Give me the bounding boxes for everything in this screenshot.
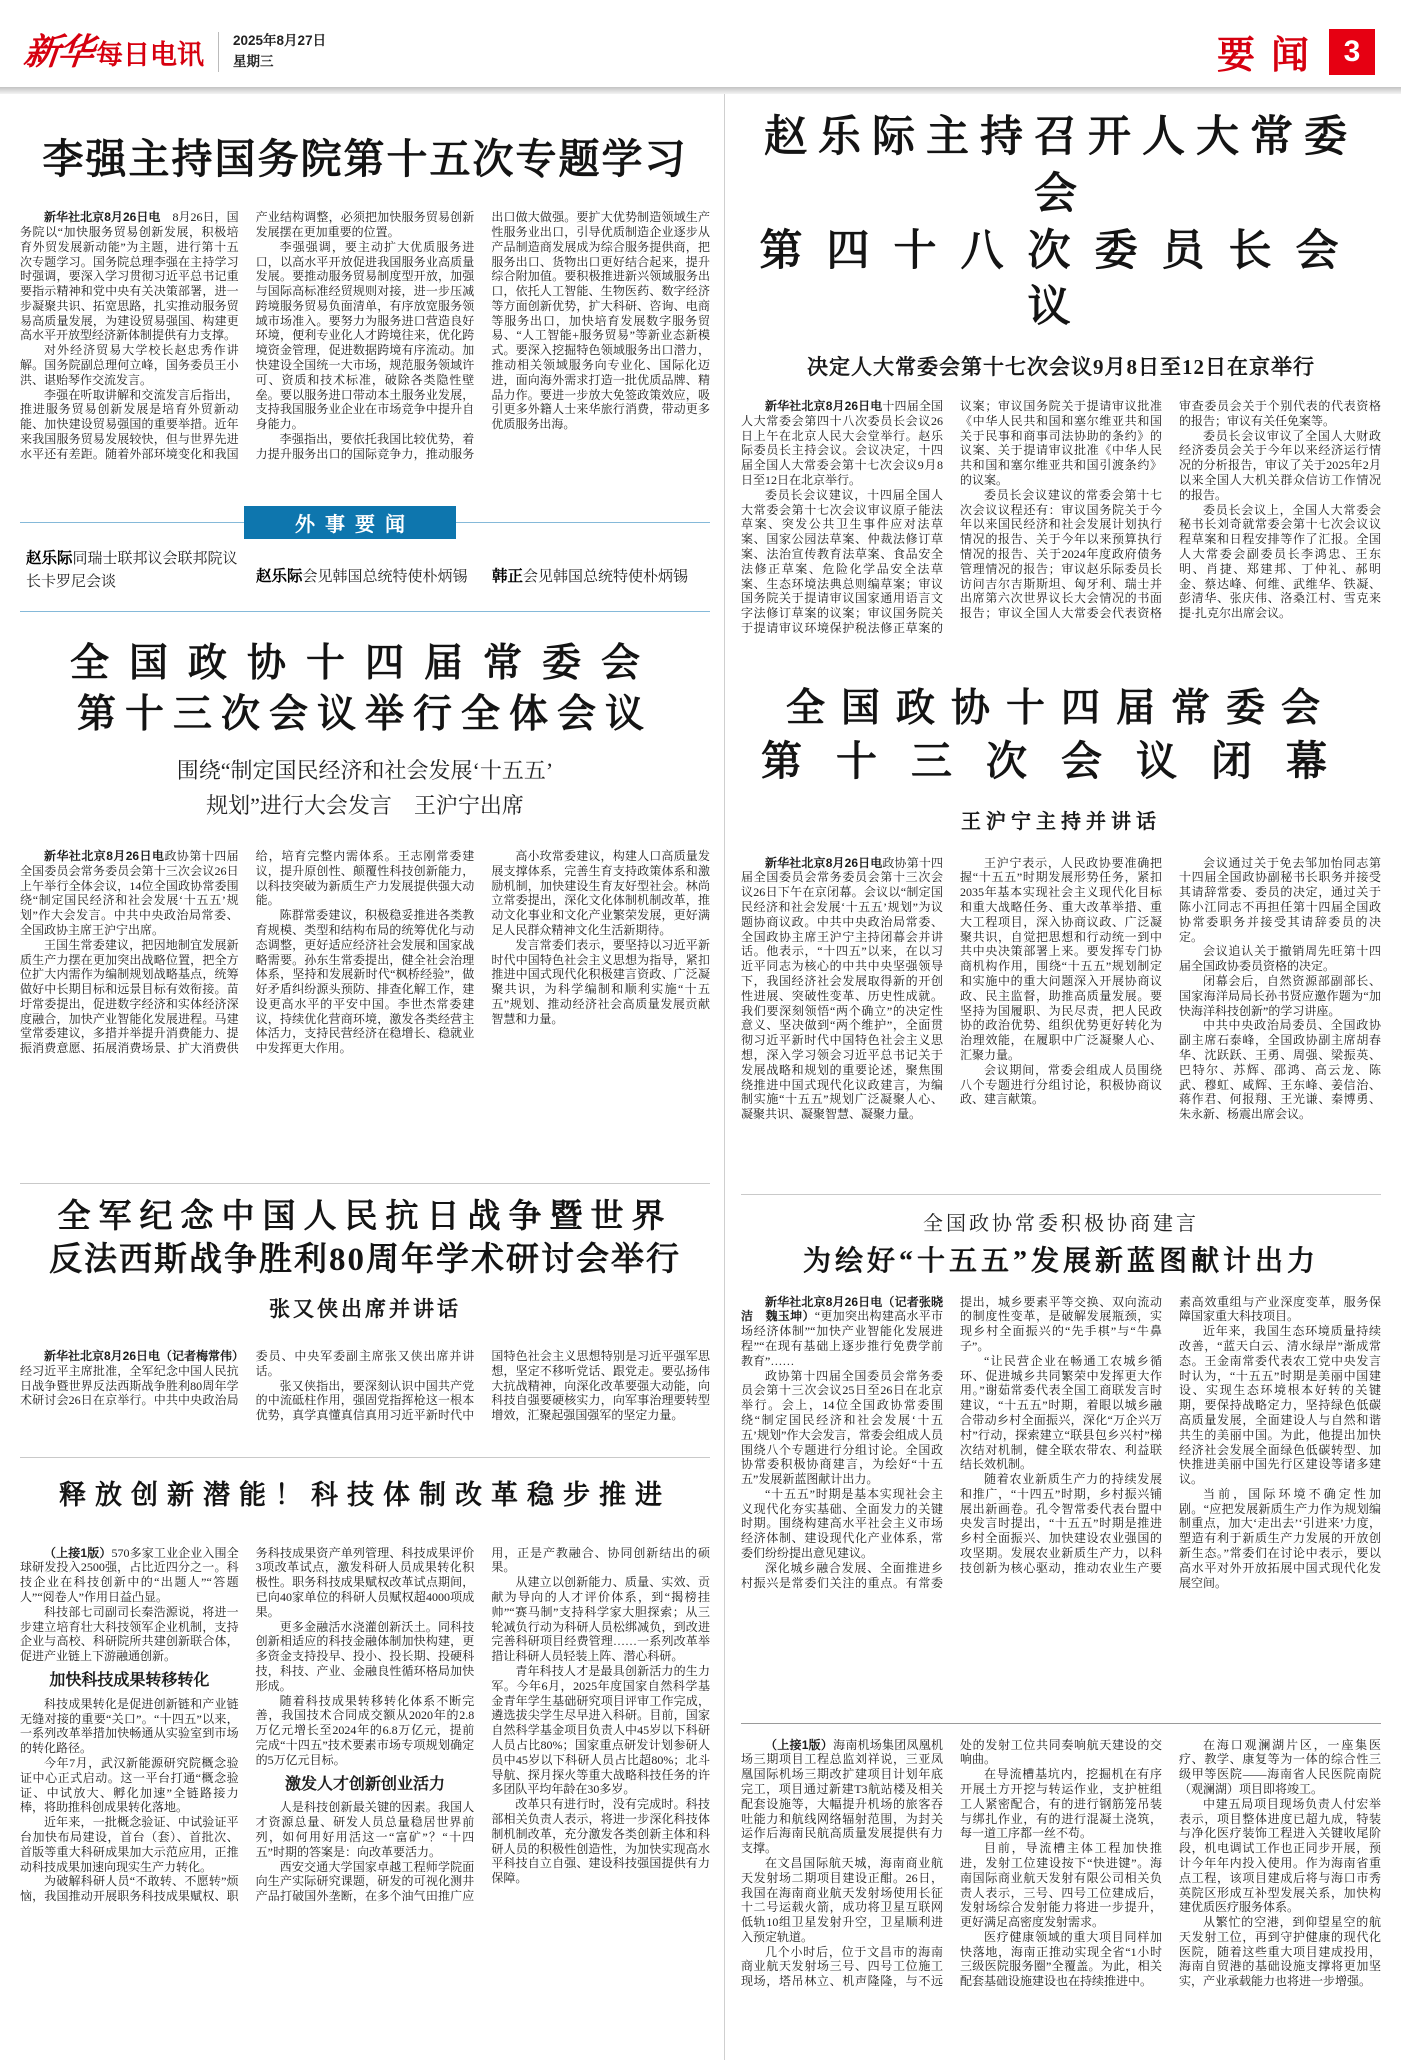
article-body xyxy=(741,1738,1381,2060)
logo-block-text: 每日电讯 xyxy=(96,39,205,70)
article-liqiang-study xyxy=(20,132,710,502)
paragraph: 青年科技人才是最具创新活力的生力军。今年6月，2025年度国家自然科学基金青年学生基础研究项目评审工作完成，遴选拔尖学生尽早进入科研。目前，国家自然科学基金项目负责人中45岁以下科研人员占比80%；国家重点研发计划参研人员中45岁以下科研人员占比超80%；北斗导航、探月探火等重大战略科技任务的许多团队平均年龄在30多岁。 xyxy=(491,1664,710,1797)
newspaper-logo xyxy=(21,31,205,72)
section-divider xyxy=(20,1457,710,1458)
paragraph: 从建立以创新能力、质量、实效、贡献为导向的人才评价体系，到“揭榜挂帅”“赛马制”支持科学家大胆探索；从三轮减负行动为科研人员松绑减负，到改进完善科研项目经费管理……一系列改革举措让科研人员轻装上阵、潜心科研。 xyxy=(491,1575,710,1664)
dateline: 新华社北京8月26日电 xyxy=(765,855,883,870)
article-blueprint-advice xyxy=(741,1207,1381,1713)
section-divider xyxy=(20,1183,710,1184)
paragraph: 为破解科研人员“不敢转、不愿转”烦恼，我国推动开展职务科技成果赋权、职务科技成果资产单列管理、科技成果评价3项改革试点，激发科研人员成果转化积极性。职务科技成果赋权改革试点期间，已向40家单位的科研人员赋权超4000项成果。 xyxy=(20,1545,475,1904)
paragraph: 新华社北京8月26日电十四届全国人大常委会第四十八次委员长会议26日上午在北京人民大会堂举行。赵乐际委员长主持会议。会议决定，十四届全国人大常委会第十七次会议9月8日至12日在北京举行。 xyxy=(741,399,943,487)
subheading: 加快科技成果转移转化 xyxy=(49,1672,210,1690)
paragraph: 人是科技创新最关键的因素。我国人才资源总量、研发人员总量稳居世界前列，如何用好用活这一“富矿”？“十四五”时期的答案是：向改革要活力。 xyxy=(255,1800,475,1859)
right-column xyxy=(724,94,1381,2060)
article-cppcc-closing xyxy=(741,683,1381,1182)
foreign-affairs-title: 外事要闻 xyxy=(244,506,456,539)
paragraph: 李强指出，要依托我国比较优势，着力提升服务出口的国际竞争力，推动服务出口做大做强。要扩大优势制造领域生产性服务业出口，引导优质制造企业逐步从产品制造商发展成为综合服务提供商，把服务出口、货物出口更好结合起来，提升综合附加值。要积极推进新兴领域服务出口，依托人工智能、生物医药、数字经济等方面创新优势，扩大科研、咨询、电商等服务出口，加快培育发展数字服务贸易、“人工智能+服务贸易”等新业态新模式。要深入挖掘特色领域服务出口潜力，推动相关领域服务向专业化、国际化迈进，面向海外需求打造一批优质品牌、精品力作。要进一步放大免签政策效应，吸引更多外籍人士来华旅行消费，带动更多优质服务出海。 xyxy=(255,210,710,461)
paragraph: 新华社北京8月26日电（记者梅常伟）经习近平主席批准，全军纪念中国人民抗日战争暨世界反法西斯战争胜利80周年学术研讨会26日在京举行。中共中央政治局委员、中央军委副主席张又侠出席并讲话。 xyxy=(20,1349,475,1408)
paragraph: 西安交通大学国家卓越工程师学院面向生产实际研究课题，研发的可视化测井产品打破国外垄断，在多个油气田推广应用，正是产教融合、协同创新结出的硕果。 xyxy=(255,1545,710,1904)
paragraph: 随着农业新质生产力的持续发展和推广，“十四五”时期，乡村振兴铺展出新画卷。孔令智常委代表台盟中央发言时提出，“十五五”时期是推进乡村全面振兴、加快建设农业强国的攻坚期。发展农业新质生产力，以科技创新为核心驱动，推动农业生产要素高效重组与产业深度变革，服务保障国家重大科技项目。 xyxy=(960,1294,1381,1575)
masthead-shadow xyxy=(0,87,1401,94)
paragraph: （上接1版）570多家工业企业入围全球研发投入2500强，占比近四分之一。科技企业在科技创新中的“出题人”“答题人”“阅卷人”作用日益凸显。 xyxy=(20,1545,239,1605)
headline-closing-line2: 第十三次会议闭幕 xyxy=(761,738,1361,785)
article-cppcc-plenary xyxy=(20,638,710,1171)
article-innovation-reform xyxy=(20,1478,710,2006)
headline-npc-line1: 赵乐际主持召开人大常委会 xyxy=(764,114,1358,218)
paragraph: 王国生常委建议，把因地制宜发展新质生产力摆在更加突出战略位置，把全方位扩大内需作为编制规划战略基点，统筹做好中长期目标和远景目标有效衔接。苗圩常委提出，促进数字经济和实体经济深度融合，加快产业智能化发展进程。马建堂常委建议，多措并举提升消费能力、提振消费意愿、拓展消费场景、扩大消费供给，培育完整内需体系。王志刚常委建议，提升原创性、颠覆性科技创新能力，以科技突破为新质生产力发展提供强大动能。 xyxy=(20,848,475,1056)
headline-npc-line2: 第四十八次委员长会议 xyxy=(759,227,1363,332)
continued-from-tag: （上接1版） xyxy=(44,1545,112,1560)
paragraph: 会议期间，常委会组成人员围绕八个专题进行分组讨论，积极协商议政、建言献策。 xyxy=(960,1062,1162,1107)
dateline: 新华社北京8月26日电（记者梅常伟） xyxy=(44,1349,245,1364)
foreign-item: 赵乐际同瑞士联邦议会联邦院议长卡罗尼会谈 xyxy=(26,550,238,591)
paragraph: 对外经济贸易大学校长赵忠秀作讲解。国务院副总理何立峰，国务委员王小洪、谌贻琴作交流发言。 xyxy=(20,343,239,387)
masthead xyxy=(0,0,1401,87)
masthead-divider xyxy=(218,32,219,72)
paragraph: 近年来，一批概念验证、中试验证平台加快布局建设，首台（套）、首批次、首版等重大科研成果加大示范应用，正推动科技成果加速向现实生产力转化。 xyxy=(20,1815,239,1874)
dateline: 新华社北京8月26日电 xyxy=(44,210,161,225)
paragraph: 委员长会议审议了全国人大财政经济委员会关于今年以来经济运行情况的分析报告，审议了关于2025年2月以来全国人大机关群众信访工作情况的报告。 xyxy=(1179,428,1381,502)
headline-closing-line1: 全国政协十四届常委会 xyxy=(785,687,1336,730)
paragraph: “让民营企业在畅通工农城乡循环、促进城乡共同繁荣中发挥更大作用。”谢茹常委代表全国工商联发言时建议，“十五五”时期，着眼以城乡融合带动乡村全面振兴，深化“万企兴万村”行动，探索建立“联县包乡兴村”梯次结对机制，健全联农带农、利益联结长效机制。 xyxy=(960,1353,1162,1472)
paragraph: 陈群常委建议，积极稳妥推进各类教育规模、类型和结构布局的统筹优化与动态调整，更好适应经济社会发展和国家战略需要。孙东生常委提出，健全社会治理体系，坚持和发展新时代“枫桥经验”，做好矛盾纠纷源头预防、排查化解工作，建设更高水平的平安中国。李世杰常委建议，持续优化营商环境，激发各类经营主体活力，支持民营经济在稳增长、稳就业中发挥更大作用。 xyxy=(255,908,475,1056)
subtitle: 决定人大常委会第十七次会议9月8日至12日在京举行 xyxy=(807,355,1315,379)
article-body xyxy=(741,399,1381,655)
headline-cppcc-plenary-line2: 第十三次会议举行全体会议 xyxy=(76,693,653,737)
paragraph: 近年来，我国生态环境质量持续改善，“蓝天白云、清水绿岸”渐成常态。王金南常委代表农工党中央发言时认为，“十五五”时期是美丽中国建设、实现生态环境根本好转的关键期，要保持战略定力，坚持绿色低碳高质量发展，全面建设人与自然和谐共生的美丽中国。为此，他提出加快经济社会发展全面绿色低碳转型、加快推进美丽中国先行区建设等诸多建议。 xyxy=(1179,1324,1381,1487)
paragraph: 李强强调，要主动扩大优质服务进口，以高水平开放促进我国服务业高质量发展。要推动服务贸易制度型开放，加强与国际高标准经贸规则对接，进一步压减跨境服务贸易负面清单，有序放宽服务领域市场准入。要努力为服务进口营造良好环境，便利专业化人才跨境往来，优化跨境资金管理，促进数据跨境有序流动。加快建设全国统一大市场，规范服务领域许可、资质和技术标准，破除各类隐性壁垒。要以服务进口带动本土服务业发展，支持我国服务业企业在市场竞争中提升自身能力。 xyxy=(255,239,475,432)
article-body xyxy=(20,1546,710,2006)
continued-from-tag: （上接1版） xyxy=(765,1737,834,1752)
paragraph: 委员长会议建议的常委会第十七次会议议程还有：审议国务院关于今年以来国民经济和社会发展计划执行情况的报告、关于今年以来预算执行情况的报告、关于2024年度政府债务管理情况的报告；审议赵乐际委员长访问吉尔吉斯斯坦、匈牙利、瑞士并出席第六次世界议长大会情况的书面报告；审议全国人大常委会代表资格审查委员会关于个别代表的代表资格的报告；审议有关任免案等。 xyxy=(960,399,1381,621)
paragraph: 李强在听取讲解和交流发言后指出，推进服务贸易创新发展是培育外贸新动能、加快建设贸易强国的重要举措。近年来我国服务贸易发展较快，但与世界先进水平还有差距。随着外部环境变化和我国产业结构调整，必须把加快服务贸易创新发展摆在更加重要的位置。 xyxy=(20,210,475,461)
dateline: 新华社北京8月26日电（记者张晓洁 魏玉坤） xyxy=(741,1294,943,1324)
kicker: 全国政协常委积极协商建言 xyxy=(923,1212,1199,1235)
paragraph: 在导流槽基坑内，挖掘机在有序开展土方开挖与转运作业，支护桩组工人紧密配合，有的进行钢筋笼吊装与绑扎作业，有的进行混凝土浇筑，每一道工序都一丝不苟。 xyxy=(960,1767,1162,1841)
headline-innovation: 释放创新潜能！科技体制改革稳步推进 xyxy=(59,1480,671,1511)
paragraph: 委员长会议上，全国人大常委会秘书长刘奇就常委会第十七次会议议程草案和日程安排等作了汇报。全国人大常委会副委员长李鸿忠、王东明、肖捷、郑建邦、丁仲礼、郝明金、蔡达峰、何维、武维华、铁凝、彭清华、张庆伟、洛桑江村、雪克来提·扎克尔出席会议。 xyxy=(1179,502,1381,621)
paragraph: （上接1版）海南机场集团凤凰机场三期项目工程总监刘祥说，三亚凤凰国际机场三期改扩建项目计划年底完工，项目通过新建T3航站楼及相关配套设施等，大幅提升机场的旅客吞吐能力和航线网络辐射范围，为封关运作后海南民航高质量发展提供有力支撑。 xyxy=(741,1737,943,1856)
left-column xyxy=(20,94,724,2060)
headline-blueprint: 为绘好“十五五”发展新蓝图献计出力 xyxy=(802,1245,1319,1277)
article-body xyxy=(741,1295,1381,1713)
paragraph: 今年7月，武汉新能源研究院概念验证中心正式启动。这一平台打通“概念验证、中试放大、孵化加速”全链路接力棒，将助推科创成果转化落地。 xyxy=(20,1756,239,1815)
paragraph: 在文昌国际航天城，海南商业航天发射场二期项目建设正酣。26日，我国在海南商业航天发射场使用长征十二号运载火箭，成功将卫星互联网低轨10组卫星发射升空，卫星顺利进入预定轨道。 xyxy=(741,1855,943,1944)
headline-cppcc-plenary-line1: 全国政协十四届常委会 xyxy=(69,641,660,685)
paragraph: 闭幕会后，自然资源部副部长、国家海洋局局长孙书贤应邀作题为“加快海洋科技创新”的学习讲座。 xyxy=(1179,973,1381,1018)
headline-liqiang: 李强主持国务院第十五次专题学习 xyxy=(42,136,688,182)
dateline: 新华社北京8月26日电 xyxy=(44,848,165,863)
publication-date: 2025年8月27日 xyxy=(233,33,327,49)
paragraph: 随着科技成果转移转化体系不断完善，我国技术合同成交额从2020年的2.8万亿元增长至2024年的6.8万亿元，提前完成“十四五”技术要素市场专项规划确定的5万亿元目标。 xyxy=(255,1693,475,1767)
article-body xyxy=(20,210,710,502)
section-divider xyxy=(741,1723,1381,1724)
article-npc-chairpersons-meeting xyxy=(741,110,1381,655)
paragraph: 改革只有进行时，没有完成时。科技部相关负责人表示，将进一步深化科技体制机制改革，充分激发各类创新主体和科研人员的积极性创造性，为加快实现高水平科技自立自强、建设科技强国提供有力保障。 xyxy=(491,1797,710,1886)
paragraph: 更多金融活水浇灌创新沃土。同科技创新相适应的科技金融体制加快构建，更多资金支持投早、投小、投长期、投硬科技，科技、产业、金融良性循环格局加快形成。 xyxy=(255,1619,475,1693)
paragraph: 政协第十四届全国委员会常务委员会第十三次会议25日至26日在北京举行。会上，14位全国政协常委围绕“制定国民经济和社会发展‘十五五’规划”作大会发言，常委会组成人员围绕八个专题进行分组讨论。全国政协常委积极协商建言，为绘好“十五五”发展新蓝图献计出力。 xyxy=(741,1368,943,1487)
subtitle: 张又侠出席并讲话 xyxy=(269,1297,461,1322)
headline-military-line1: 全军纪念中国人民抗日战争暨世界 xyxy=(57,1198,673,1235)
logo-script-text: 新华 xyxy=(21,31,95,72)
article-body xyxy=(741,856,1381,1182)
headline-military-line2: 反法西斯战争胜利80周年学术研讨会举行 xyxy=(49,1242,681,1279)
paragraph: 几个小时后，位于文昌市的海南商业航天发射场三号、四号工位施工现场，塔吊林立、机声隆隆，与不远处的发射工位共同奏响航天建设的交响曲。 xyxy=(741,1737,1162,1989)
paragraph: 当前，国际环境不确定性加剧。“应把发展新质生产力作为规划编制重点，加大‘走出去’‘引进来’力度，塑造有利于新质生产力发展的开放创新生态。”常委们在讨论中表示，要以高水平对外开放拓展中国式现代化发展空间。 xyxy=(1179,1486,1381,1590)
paragraph: 医疗健康领域的重大项目同样加快落地，海南正推动实现全省“1小时三级医院服务圈”全覆盖。为此，相关配套基础设施建设也在持续推进中。 xyxy=(960,1929,1162,1989)
foreign-item: 赵乐际会见韩国总统特使朴炳锡 xyxy=(256,568,468,586)
foreign-affairs-box xyxy=(20,514,710,612)
paragraph: 中共中央政治局委员、全国政协副主席石泰峰，全国政协副主席胡春华、沈跃跃、王勇、周强、梁振英、巴特尔、苏辉、邵鸿、高云龙、陈武、穆虹、咸辉、王东峰、姜信治、蒋作君、何报翔、王光谦、秦博勇、朱永新、杨震出席会议。 xyxy=(1179,1018,1381,1122)
date-block xyxy=(233,31,326,72)
subtitle: 王沪宁主持并讲话 xyxy=(961,810,1161,833)
publication-weekday: 星期三 xyxy=(233,53,274,69)
paragraph: 科技成果转化是促进创新链和产业链无缝对接的重要“关口”。“十四五”以来，一系列改革举措加快畅通从实验室到市场的转化路径。 xyxy=(20,1696,239,1756)
paragraph: 会议通过关于免去邹加怡同志第十四届全国政协副秘书长职务并接受其请辞常委、委员的决定，通过关于陈小江同志不再担任第十四届全国政协常委职务并接受其请辞委员的决定。 xyxy=(1179,855,1381,944)
paragraph: 目前，导流槽主体工程加快推进，发射工位建设按下“快进键”。海南国际商业航天发射有限公司相关负责人表示，三号、四号工位建成后，发射场综合发射能力将进一步提升，更好满足高密度发射需求。 xyxy=(960,1841,1162,1930)
paragraph: 会议追认关于撤销周先旺第十四届全国政协委员资格的决定。 xyxy=(1179,944,1381,974)
paragraph: 王沪宁表示，人民政协要准确把握“十五五”时期发展形势任务，紧扣2035年基本实现社会主义现代化目标和重大战略任务、重大改革举措、重大工程项目，深入协商议政、广泛凝聚共识，自觉把思想和行动统一到中共中央决策部署上来。要发挥专门协商机构作用，围绕“十五五”规划制定和实施中的重大问题深入开展协商议政、民主监督，助推高质量发展。要坚持为国履职、为民尽责，把人民政协的政治优势、组织优势更好转化为治理效能，在履职中广泛凝聚人心、汇聚力量。 xyxy=(960,855,1162,1062)
paragraph: 新华社北京8月26日电政协第十四届全国委员会常务委员会第十三次会议26日上午举行全体会议，14位全国政协常委围绕“制定国民经济和社会发展‘十五五’规划”作大会发言。中共中央政治局常委、全国政协主席王沪宁出席。 xyxy=(20,848,239,937)
article-body xyxy=(20,1349,710,1445)
article-hainan-continued xyxy=(741,1738,1381,2060)
section-title: 要闻 xyxy=(1216,35,1325,77)
page-number-badge: 3 xyxy=(1329,29,1375,75)
dateline: 新华社北京8月26日电 xyxy=(765,399,883,413)
subheading: 激发人才创新创业活力 xyxy=(284,1775,445,1793)
paragraph: 张又侠指出，要深刻认识中国共产党的中流砥柱作用，强固党指挥枪这一根本优势，真学真懂真信真用习近平新时代中国特色社会主义思想特别是习近平强军思想，坚定不移听党话、跟党走。要弘扬伟大抗战精神，向深化改革要强大动能，向科技自强要硬核实力，向军事治理要转型增效，汇聚起强国强军的坚定力量。 xyxy=(255,1349,710,1423)
paragraph: 新华社北京8月26日电（记者张晓洁 魏玉坤）“更加突出构建高水平市场经济体制”“加快产业智能化发展进程”“在现有基础上逐步推行免费学前教育”…… xyxy=(741,1294,943,1368)
subtitle: 围绕“制定国民经济和社会发展‘十五五’ 规划”进行大会发言 王沪宁出席 xyxy=(176,757,554,818)
paragraph: 深化城乡融合发展、全面推进乡村振兴是常委们关注的重点。有常委提出，城乡要素平等交换、双向流动的制度性变革，是破解发展瓶颈，实现乡村全面振兴的“先手棋”与“牛鼻子”。 xyxy=(741,1294,1162,1590)
paragraph: 在海口观澜湖片区，一座集医疗、教学、康复等为一体的综合性三级甲等医院——海南省人民医院南院（观澜湖）项目即将竣工。 xyxy=(1179,1737,1381,1796)
paragraph: “十五五”时期是基本实现社会主义现代化夯实基础、全面发力的关键时期。围绕构建高水平社会主义市场经济体制、建设现代化产业体系，常委们纷纷提出意见建议。 xyxy=(741,1486,943,1561)
foreign-item: 韩正会见韩国总统特使朴炳锡 xyxy=(492,568,689,586)
paragraph: 发言常委们表示，要坚持以习近平新时代中国特色社会主义思想为指导，紧扣推进中国式现代化积极建言资政、广泛凝聚共识，为科学编制和顺利实施“十五五”规划、推动经济社会高质量发展贡献智慧和力量。 xyxy=(491,937,710,1026)
paragraph: 新华社北京8月26日电政协第十四届全国委员会常务委员会第十三次会议26日下午在京闭幕。会议以“制定国民经济和社会发展‘十五五’规划”为议题协商议政。中共中央政治局常委、全国政协主席王沪宁主持闭幕会并讲话。他表示，“十四五”以来，在以习近平同志为核心的中共中央坚强领导下，我国经济社会发展取得新的开创性进展、突破性变革、历史性成就。我们要深刻领悟“两个确立”的决定性意义、坚决做到“两个维护”，全面贯彻习近平新时代中国特色社会主义思想，深入学习领会习近平总书记关于发展战略和规划的重要论述，聚焦围绕推进中国式现代化议政建言，为编制实施“十五五”规划广泛凝聚人心、凝聚共识、凝聚智慧、凝聚力量。 xyxy=(741,855,943,1122)
paragraph: 从繁忙的空港，到仰望星空的航天发射工位，再到守护健康的现代化医院，随着这些重大项目建成投用，海南自贸港的基础设施支撑将更加坚实，产业承载能力也将进一步增强。 xyxy=(1179,1915,1381,1989)
paragraph: 中建五局项目现场负责人付宏举表示，项目整体进度已超九成，特装与净化医疗装饰工程进入关键收尾阶段，机电调试工作也正同步开展，预计今年年内投入使用。作为海南省重点工程，该项目建成后将与海口市秀英院区形成互补型发展关系，加快构建优质医疗服务体系。 xyxy=(1179,1796,1381,1915)
paragraph: 科技部七司副司长秦浩源说，将进一步建立培育壮大科技领军企业机制，支持企业与高校、科研院所共建创新联合体，促进产业链上下游融通创新。 xyxy=(20,1604,239,1664)
article-body xyxy=(20,849,710,1171)
paragraph: 委员长会议建议，十四届全国人大常委会第十七次会议审议原子能法草案、突发公共卫生事件应对法草案、国家公园法草案、仲裁法修订草案、法治宣传教育法草案、食品安全法修正草案、危险化学品安全法草案、生态环境法典总则编草案；审议国务院关于提请审议国家通用语言文字法修订草案的议案；审议国务院关于提请审议环境保护税法修正草案的议案；审议国务院关于提请审议批准《中华人民共和国和塞尔维亚共和国关于民事和商事司法协助的条约》的议案、关于提请审议批准《中华人民共和国和塞尔维亚共和国引渡条约》的议案。 xyxy=(741,399,1162,635)
article-military-symposium xyxy=(20,1196,710,1445)
paragraph: 高小玫常委建议，构建人口高质量发展支撑体系，完善生育支持政策体系和激励机制，加快建设生育友好型社会。林尚立常委提出，深化文化体制机制改革，推动文化事业和文化产业繁荣发展，更好满足人民群众精神文化生活新期待。 xyxy=(491,848,710,937)
paragraph: 新华社北京8月26日电 8月26日，国务院以“加快服务贸易创新发展，积极培育外贸发展新动能”为主题，进行第十五次专题学习。国务院总理李强在主持学习时强调，要深入学习贯彻习近平总书记重要指示精神和党中央有关决策部署，进一步凝聚共识、拓宽思路，扎实推动服务贸易高质量发展，为建设贸易强国、构建更高水平开放型经济新体制提供有力支撑。 xyxy=(20,210,239,343)
section-divider xyxy=(741,1194,1381,1195)
